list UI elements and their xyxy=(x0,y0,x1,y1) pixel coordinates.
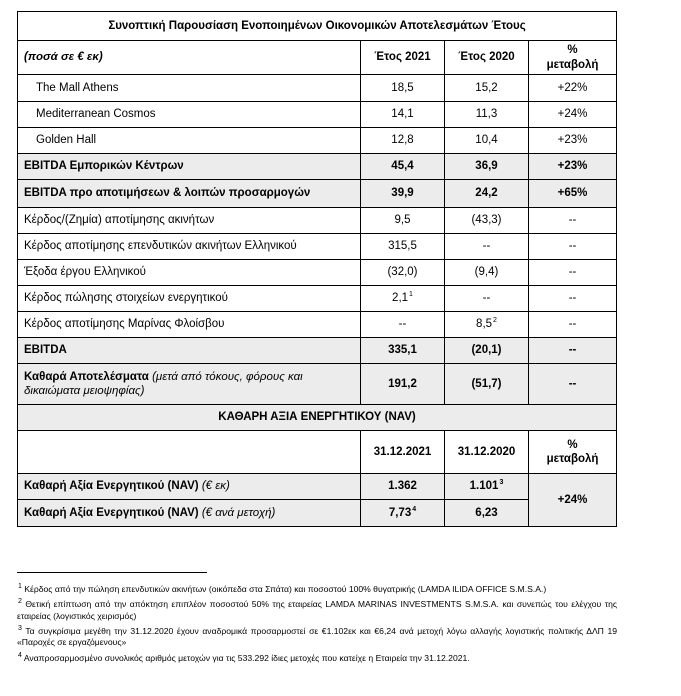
footnote xyxy=(17,599,617,622)
table-row xyxy=(18,312,617,338)
nav-label: Καθαρή Αξία Ενεργητικού (NAV) xyxy=(24,506,199,519)
footnote-number: 1 xyxy=(18,583,22,591)
value-2020: (51,7) xyxy=(445,364,529,405)
footnote-ref: 2 xyxy=(493,317,497,325)
column-header-2020: Έτος 2020 xyxy=(445,41,529,75)
value-2020: -- xyxy=(445,286,529,312)
value-text: 1.101 xyxy=(469,480,499,493)
row-label: Κέρδος πώλησης στοιχείων ενεργητικού xyxy=(18,286,361,312)
value-2020: (43,3) xyxy=(445,208,529,234)
row-label: EBITDA προ αποτιμήσεων & λοιπών προσαρμογών xyxy=(18,180,361,208)
column-header-change xyxy=(529,41,617,75)
value-2021: 12,8 xyxy=(361,128,445,154)
nav-column-header-2021: 31.12.2021 xyxy=(361,431,445,474)
table-row xyxy=(18,338,617,364)
net-results-label: Καθαρά Αποτελέσματα xyxy=(24,370,149,383)
footnote-text: Αναπροσαρμοσμένο συνολικός αριθμός μετοχών για τις 533.292 ίδιες μετοχές που κατείχε η Εταιρεία την 31.12.2021. xyxy=(23,652,470,663)
row-label xyxy=(18,474,361,500)
nav-change-header-line1: % xyxy=(567,438,578,451)
value-2021: 1.362 xyxy=(361,474,445,500)
value-2021: 191,2 xyxy=(361,364,445,405)
row-label xyxy=(18,364,361,405)
value-2020: (9,4) xyxy=(445,260,529,286)
value-change: -- xyxy=(529,234,617,260)
value-2021: 45,4 xyxy=(361,154,445,180)
row-label: Κέρδος αποτίμησης Μαρίνας Φλοίσβου xyxy=(18,312,361,338)
value-change: -- xyxy=(529,208,617,234)
footnote-ref: 3 xyxy=(499,479,504,487)
table-row xyxy=(18,154,617,180)
net-results-note: (μετά από τόκους, φόρους και δικαιώματα μειοψηφίας) xyxy=(24,370,303,397)
row-label: Κέρδος αποτίμησης επενδυτικών ακινήτων Ελληνικού xyxy=(18,234,361,260)
footnote xyxy=(17,626,617,649)
value-2021: (32,0) xyxy=(361,260,445,286)
value-change: +23% xyxy=(529,128,617,154)
value-2020: 36,9 xyxy=(445,154,529,180)
footnote xyxy=(17,653,617,664)
value-2020: 24,2 xyxy=(445,180,529,208)
table-row xyxy=(18,128,617,154)
table-row xyxy=(18,474,617,500)
value-2021: 315,5 xyxy=(361,234,445,260)
nav-label: Καθαρή Αξία Ενεργητικού (NAV) xyxy=(24,480,199,493)
value-2020 xyxy=(445,312,529,338)
value-2020: (20,1) xyxy=(445,338,529,364)
footnote-ref: 4 xyxy=(412,505,417,513)
value-2021: 14,1 xyxy=(361,102,445,128)
value-2020 xyxy=(445,474,529,500)
value-change: +22% xyxy=(529,75,617,102)
footnotes xyxy=(17,584,617,668)
nav-unit: (€ ανά μετοχή) xyxy=(201,506,276,519)
value-change: -- xyxy=(529,338,617,364)
table-row xyxy=(18,102,617,128)
footnote xyxy=(17,584,617,595)
nav-column-header-2020: 31.12.2020 xyxy=(445,431,529,474)
value-text: 8,5 xyxy=(476,318,493,331)
footnote-text: Θετική επίπτωση από την απόκτηση επιπλέον ποσοστού 50% της εταιρείας LAMDA MARINAS INVESTMENTS S.M.S.A. και συνεπώς του ελέγχου της εταιρείας (λογιστικός χειρισμός) xyxy=(17,599,618,621)
value-2021 xyxy=(361,500,445,527)
value-2021: -- xyxy=(361,312,445,338)
nav-header-row xyxy=(18,431,617,474)
footnote-divider xyxy=(17,572,207,573)
table-row xyxy=(18,500,617,527)
footnote-number: 3 xyxy=(18,625,22,633)
nav-section-title: ΚΑΘΑΡΗ ΑΞΙΑ ΕΝΕΡΓΗΤΙΚΟΥ (NAV) xyxy=(18,405,617,431)
nav-unit: (€ εκ) xyxy=(201,480,230,493)
table-row xyxy=(18,286,617,312)
footnote-number: 2 xyxy=(18,598,22,606)
table-title-row xyxy=(18,12,617,41)
value-2020: 10,4 xyxy=(445,128,529,154)
nav-header-blank xyxy=(18,431,361,474)
value-2021: 18,5 xyxy=(361,75,445,102)
amounts-unit-label: (ποσά σε € εκ) xyxy=(18,41,361,75)
footnote-text: Κέρδος από την πώληση επενδυτικών ακινήτων (οικόπεδα στα Σπάτα) και ποσοστού 100% θυγατρικής (LAMDA ILIDA OFFICE S.M.S.A.) xyxy=(24,584,547,594)
table-title: Συνοπτική Παρουσίαση Ενοποιημένων Οικονομικών Αποτελεσμάτων Έτους xyxy=(18,12,617,41)
nav-column-header-change xyxy=(529,431,617,474)
column-header-2021: Έτος 2021 xyxy=(361,41,445,75)
value-text: 2,1 xyxy=(392,292,409,305)
value-change: -- xyxy=(529,312,617,338)
nav-title-row xyxy=(18,405,617,431)
value-change: -- xyxy=(529,286,617,312)
financial-results-table xyxy=(17,11,617,527)
change-header-line2: μεταβολή xyxy=(546,58,599,71)
row-label: Mediterranean Cosmos xyxy=(18,102,361,128)
value-2020: 15,2 xyxy=(445,75,529,102)
footnote-text: Τα συγκρίσιμα μεγέθη την 31.12.2020 έχουν αναδρομικά προσαρμοστεί σε €1.102εκ και €6,24 ανά μετοχή λόγω αλλαγής λογιστικής πολιτικής ΔΛΠ 19 «Παροχές σε εργαζόμενους» xyxy=(17,626,618,648)
row-label: Golden Hall xyxy=(18,128,361,154)
value-2021: 9,5 xyxy=(361,208,445,234)
nav-change-value: +24% xyxy=(529,474,617,527)
table-row xyxy=(18,75,617,102)
value-change: +23% xyxy=(529,154,617,180)
table-row xyxy=(18,180,617,208)
value-2020: 11,3 xyxy=(445,102,529,128)
row-label: EBITDA xyxy=(18,338,361,364)
table-row xyxy=(18,260,617,286)
table-row xyxy=(18,364,617,405)
row-label: Κέρδος/(Ζημία) αποτίμησης ακινήτων xyxy=(18,208,361,234)
nav-change-header-line2: μεταβολή xyxy=(546,453,599,465)
footnote-number: 4 xyxy=(18,651,22,659)
footnote-ref: 1 xyxy=(409,291,413,299)
value-2020: 6,23 xyxy=(445,500,529,527)
row-label: EBITDA Εμπορικών Κέντρων xyxy=(18,154,361,180)
value-change: +24% xyxy=(529,102,617,128)
value-change: -- xyxy=(529,364,617,405)
row-label: Έξοδα έργου Ελληνικού xyxy=(18,260,361,286)
row-label xyxy=(18,500,361,527)
value-change: +65% xyxy=(529,180,617,208)
table-header-row xyxy=(18,41,617,75)
value-2021: 335,1 xyxy=(361,338,445,364)
table-row xyxy=(18,208,617,234)
row-label: The Mall Athens xyxy=(18,75,361,102)
value-2020: -- xyxy=(445,234,529,260)
value-2021 xyxy=(361,286,445,312)
change-header-line1: % xyxy=(567,44,578,57)
value-2021: 39,9 xyxy=(361,180,445,208)
value-change: -- xyxy=(529,260,617,286)
table-row xyxy=(18,234,617,260)
value-text: 7,73 xyxy=(388,506,412,519)
